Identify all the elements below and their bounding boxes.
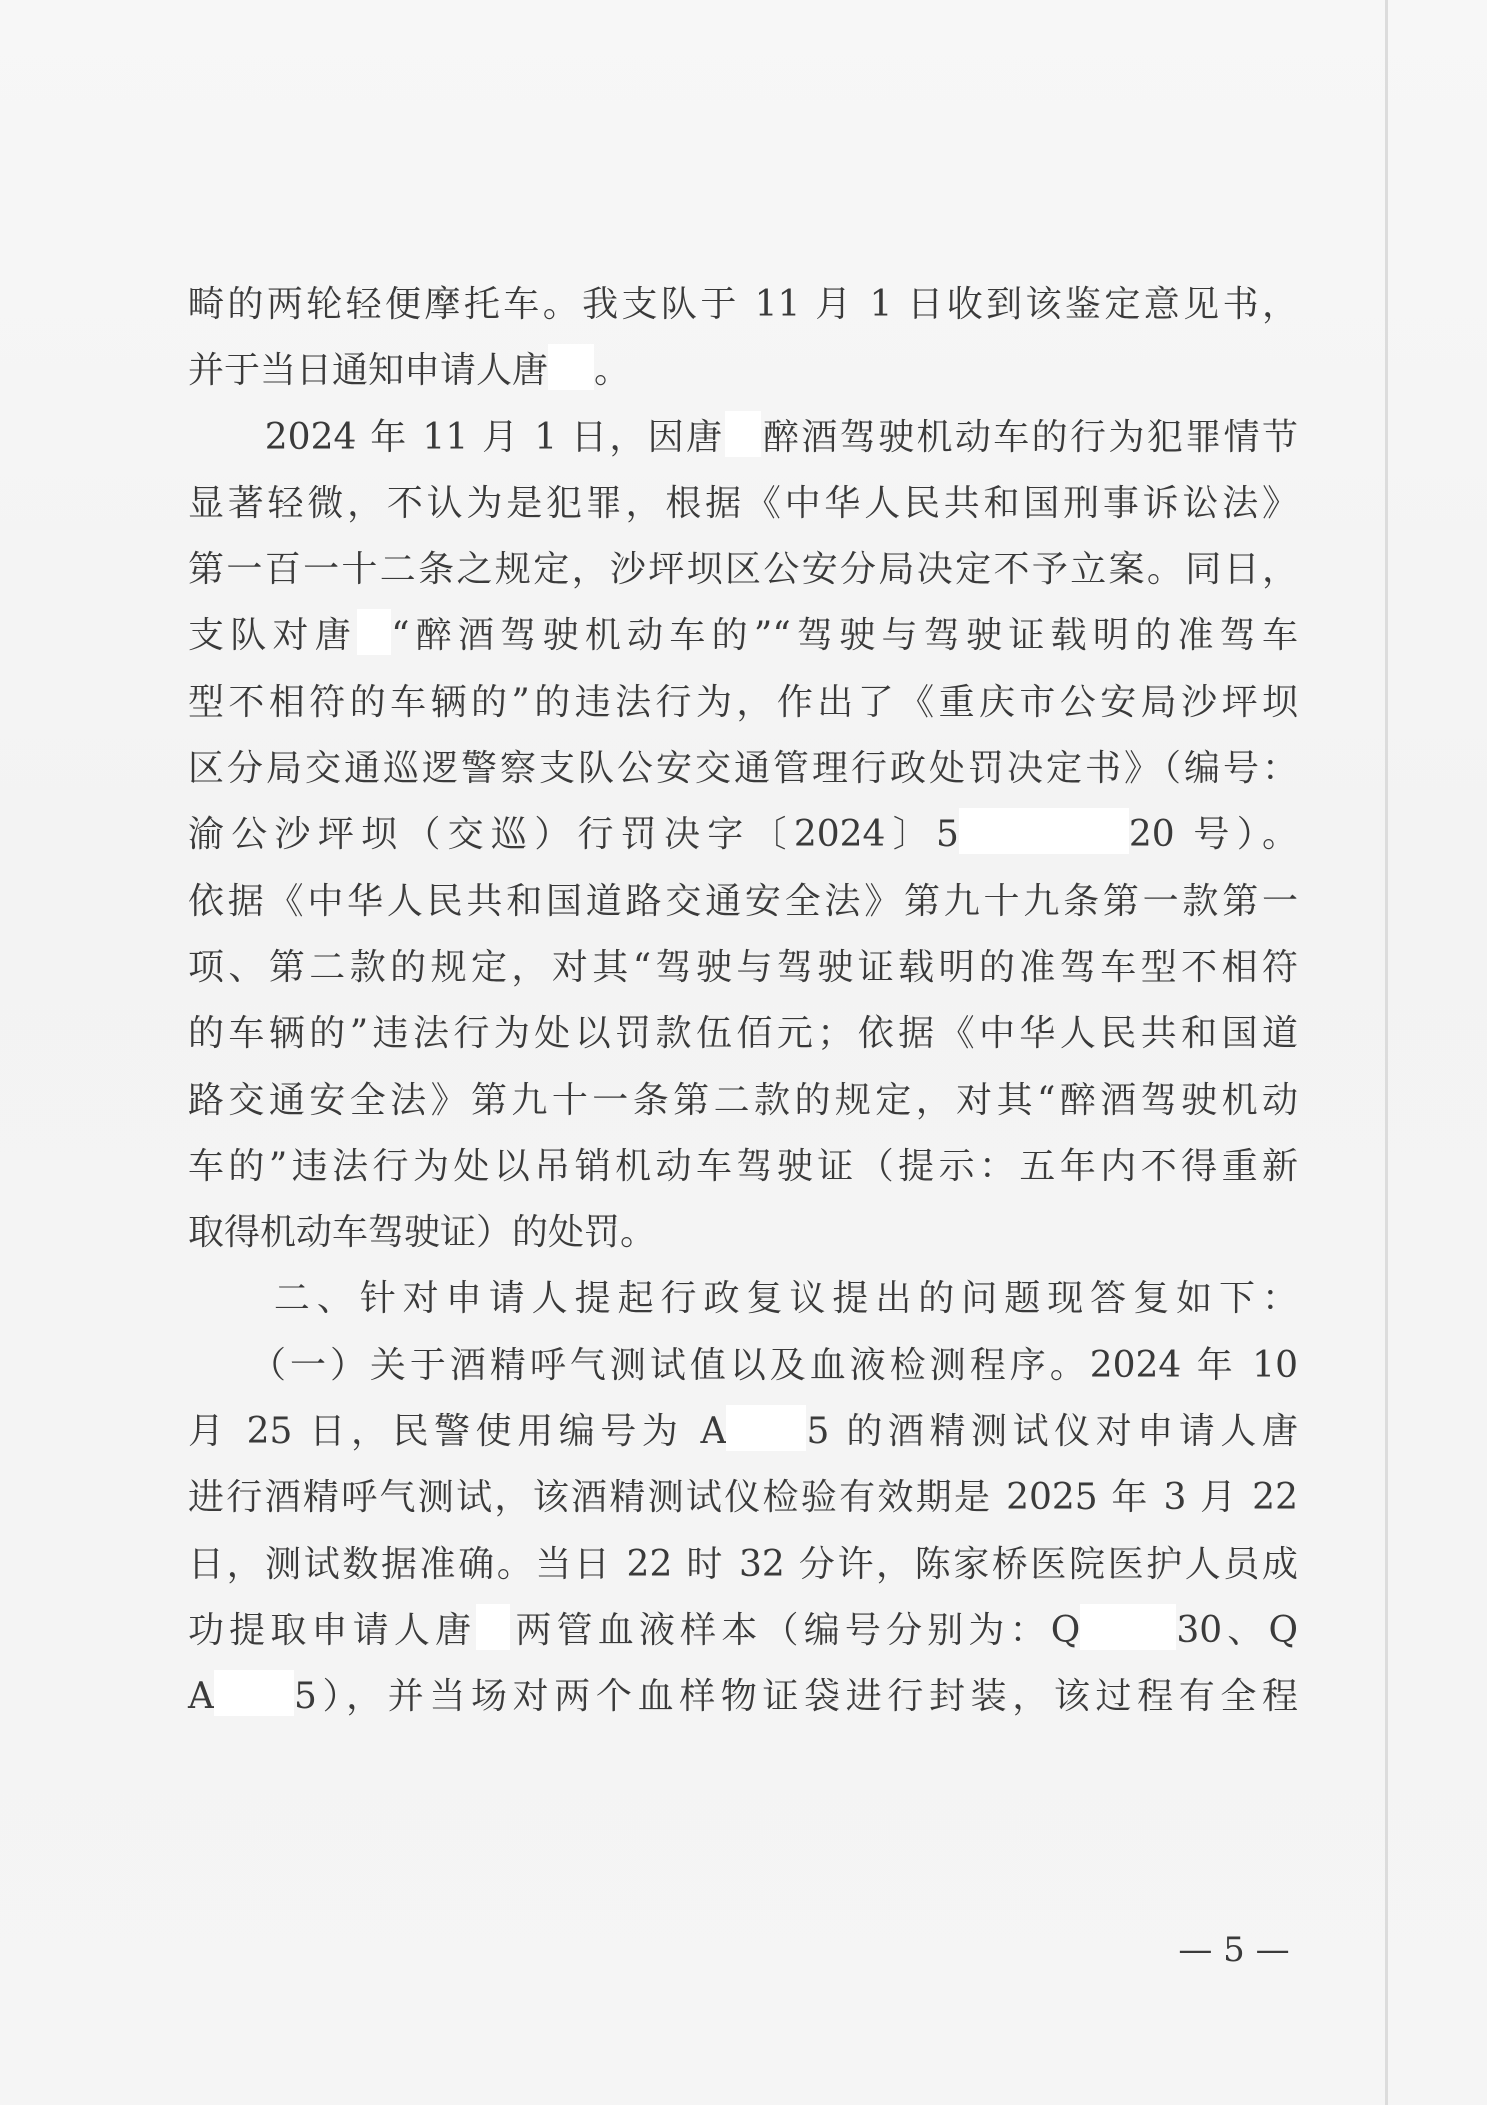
text-line-7: 型不相符的车辆的”的违法行为，作出了《重庆市公安局沙坪坝 bbox=[188, 681, 1298, 723]
text-line-1: 畸的两轮轻便摩托车。我支队于 11 月 1 日收到该鉴定意见书， bbox=[188, 284, 1298, 325]
text-line-12: 的车辆的”违法行为处以罚款伍佰元；依据《中华人民共和国道 bbox=[188, 1013, 1298, 1055]
text-line-22: A 5），并当场对两个血样物证袋进行封装，该过程有全程 bbox=[188, 1664, 1298, 1730]
text-line-17: （一）关于酒精呼气测试值以及血液检测程序。2024 年 10 bbox=[188, 1344, 1298, 1386]
redaction-box bbox=[726, 1405, 806, 1451]
redaction-box bbox=[476, 1604, 510, 1650]
text-line-20: 日，测试数据准确。当日 22 时 32 分许，陈家桥医院医护人员成 bbox=[188, 1543, 1298, 1585]
text-line-16: 二、针对申请人提起行政复议提出的问题现答复如下： bbox=[188, 1278, 1298, 1320]
redaction-box bbox=[725, 411, 761, 457]
redaction-box bbox=[1080, 1604, 1176, 1650]
text-line-13: 路交通安全法》第九十一条第二款的规定，对其“醉酒驾驶机动 bbox=[188, 1079, 1298, 1121]
text-line-14: 车的”违法行为处以吊销机动车驾驶证（提示：五年内不得重新 bbox=[188, 1145, 1298, 1187]
text-line-4: 显著轻微，不认为是犯罪，根据《中华人民共和国刑事诉讼法》 bbox=[188, 482, 1298, 524]
text-line-10: 依据《中华人民共和国道路交通安全法》第九十九条第一款第一 bbox=[188, 880, 1298, 922]
text-line-5: 第一百一十二条之规定，沙坪坝区公安分局决定不予立案。同日， bbox=[188, 549, 1298, 591]
text-line-2: 并于当日通知申请人唐 。 bbox=[188, 338, 1298, 404]
document-body bbox=[188, 272, 1298, 1731]
page-fold-shadow bbox=[1385, 0, 1388, 2105]
text-line-18: 月 25 日，民警使用编号为 A 5 的酒精测试仪对申请人唐 bbox=[188, 1399, 1298, 1465]
text-line-19: 进行酒精呼气测试，该酒精测试仪检验有效期是 2025 年 3 月 22 bbox=[188, 1477, 1298, 1519]
page-number: — 5 — bbox=[1178, 1930, 1290, 1970]
text-line-11: 项、第二款的规定，对其“驾驶与驾驶证载明的准驾车型不相符 bbox=[188, 946, 1298, 988]
redaction-box bbox=[959, 808, 1129, 854]
redaction-box bbox=[214, 1670, 294, 1716]
text-line-21: 功提取申请人唐 两管血液样本（编号分别为：Q 30、Q bbox=[188, 1598, 1298, 1664]
text-line-15: 取得机动车驾驶证）的处罚。 bbox=[188, 1212, 657, 1254]
text-line-3: 2024 年 11 月 1 日，因唐 醉酒驾驶机动车的行为犯罪情节 bbox=[188, 405, 1298, 471]
text-line-8: 区分局交通巡逻警察支队公安交通管理行政处罚决定书》（编号： bbox=[188, 748, 1298, 790]
text-line-9: 渝公沙坪坝（交巡）行罚决字〔2024〕5 20 号）。 bbox=[188, 802, 1298, 868]
redaction-box bbox=[548, 344, 594, 390]
redaction-box bbox=[357, 609, 391, 655]
text-line-6: 支队对唐 “醉酒驾驶机动车的”“驾驶与驾驶证载明的准驾车 bbox=[188, 603, 1298, 669]
